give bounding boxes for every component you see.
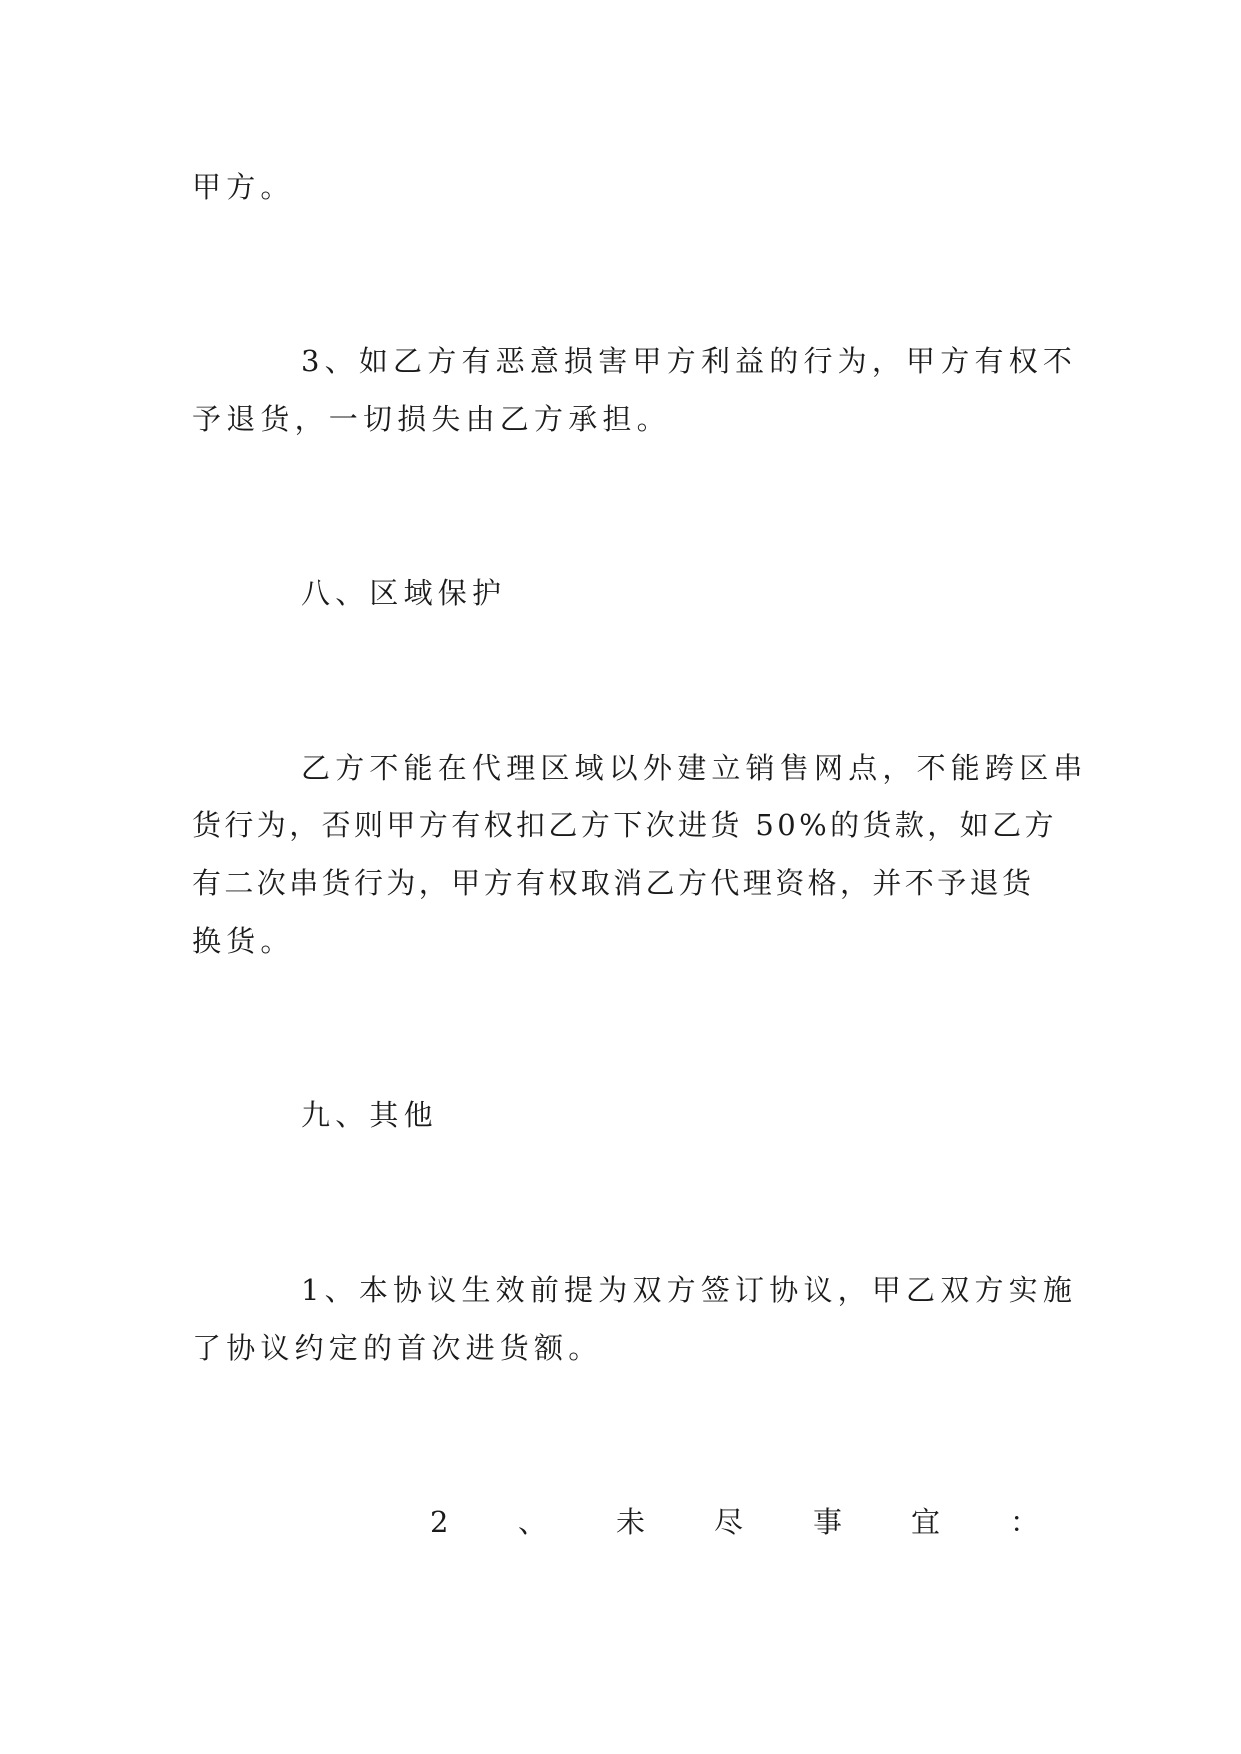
clause-2-char: 未	[616, 1505, 646, 1539]
clause-2-char: 、	[518, 1505, 548, 1539]
clause-2-char: 尽	[714, 1505, 744, 1539]
paragraph-line: 甲方。	[192, 170, 295, 204]
clause-3-line-1: 3、如乙方有恶意损害甲方利益的行为，甲方有权不	[301, 344, 1078, 378]
section-heading-9: 九、其他	[301, 1098, 438, 1132]
clause-2-char: ：	[1010, 1505, 1040, 1539]
clause-2-char: 事	[813, 1505, 843, 1539]
clause-2-char: 宜	[911, 1505, 941, 1539]
section-heading-8: 八、区域保护	[301, 576, 507, 610]
section-8-line-3: 有二次串货行为，甲方有权取消乙方代理资格，并不予退货	[192, 866, 1035, 900]
clause-1-line-2: 了协议约定的首次进货额。	[192, 1331, 603, 1365]
section-8-line-1: 乙方不能在代理区域以外建立销售网点，不能跨区串	[301, 751, 1088, 785]
clause-3-line-2: 予退货，一切损失由乙方承担。	[192, 402, 671, 436]
clause-1-line-1: 1、本协议生效前提为双方签订协议，甲乙双方实施	[301, 1273, 1078, 1307]
section-8-line-4: 换货。	[192, 924, 295, 958]
section-8-line-2: 货行为，否则甲方有权扣乙方下次进货 50%的货款，如乙方	[192, 808, 1057, 842]
clause-2-char: 2	[430, 1505, 449, 1539]
